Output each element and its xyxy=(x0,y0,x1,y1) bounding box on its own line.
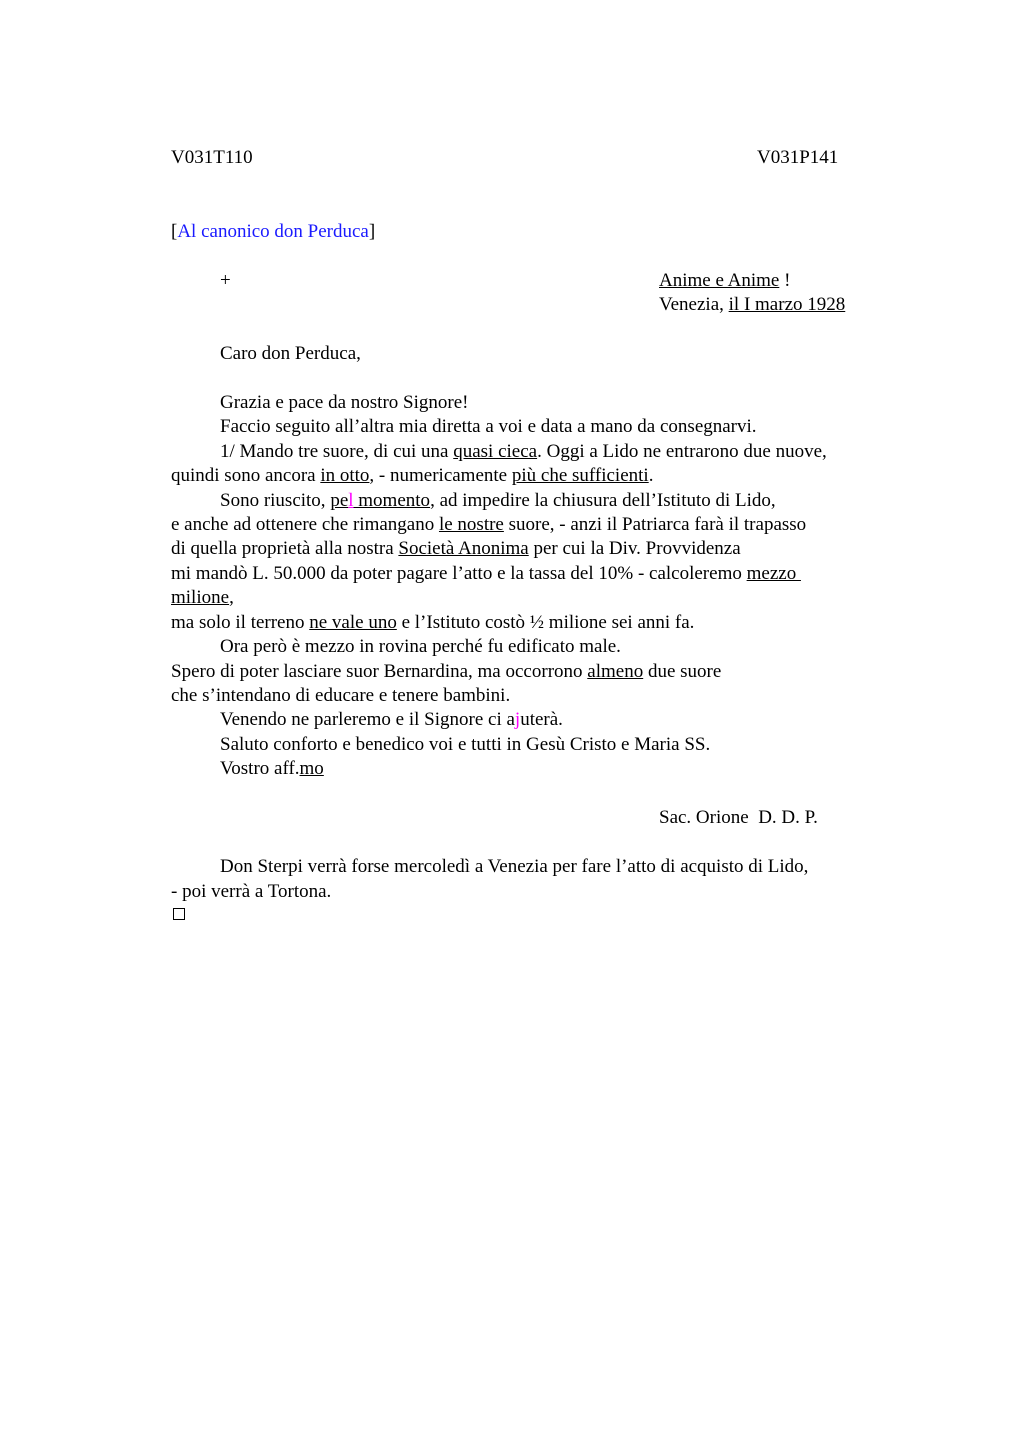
postscript-line-2: - poi verrà a Tortona. xyxy=(171,881,332,902)
body-line-3 xyxy=(220,440,827,464)
text-run: uterà. xyxy=(520,709,563,730)
body-line-13: che s’intendano di educare e tenere bambini. xyxy=(171,685,511,706)
bracket-close: ] xyxy=(368,221,376,242)
postscript-line-1: Don Sterpi verrà forse mercoledì a Venezia per fare l’atto di acquisto di Lido, xyxy=(220,856,809,877)
body-line-11: Ora però è mezzo in rovina perché fu edificato male. xyxy=(220,636,621,657)
underlined-run: milione xyxy=(171,587,230,608)
correction-run: l xyxy=(348,490,354,511)
text-run: quindi sono ancora xyxy=(171,465,321,486)
underlined-run: momento xyxy=(353,490,431,511)
body-line-2: Faccio seguito all’altra mia diretta a voi e data a mano da consegnarvi. xyxy=(220,416,757,437)
body-line-4 xyxy=(171,464,653,488)
underlined-run: mo xyxy=(299,758,324,779)
underlined-run: in otto xyxy=(320,465,370,486)
text-run: . Oggi a Lido ne entrarono due nuove, xyxy=(537,441,827,462)
body-line-7 xyxy=(171,537,741,561)
text-run: Vostro aff. xyxy=(220,758,300,779)
archive-code-right: V031P141 xyxy=(757,147,839,168)
body-line-10 xyxy=(171,611,694,635)
date-place: Venezia, xyxy=(659,294,729,315)
recipient-name: Al canonico don Perduca xyxy=(177,221,369,242)
correction-run: j xyxy=(514,709,521,730)
body-line-1: Grazia e pace da nostro Signore! xyxy=(220,392,469,413)
bracket-open: [ xyxy=(171,221,178,242)
text-run: , - numericamente xyxy=(369,465,512,486)
underlined-run: pe xyxy=(330,490,349,511)
body-line-14 xyxy=(220,708,563,732)
motto-tail: ! xyxy=(779,270,791,291)
body-line-9 xyxy=(171,586,234,610)
signature: Sac. Orione D. D. P. xyxy=(659,807,818,828)
text-run: di quella proprietà alla nostra xyxy=(171,538,399,559)
date-value: il I marzo 1928 xyxy=(728,294,846,315)
text-run: Venendo ne parleremo e il Signore ci a xyxy=(220,709,515,730)
underlined-run: almeno xyxy=(587,661,644,682)
text-run: ma solo il terreno xyxy=(171,612,310,633)
motto-text: Anime e Anime xyxy=(659,270,780,291)
text-run: Spero di poter lasciare suor Bernardina, ma occorrono xyxy=(171,661,588,682)
underlined-run: più che sufficienti xyxy=(511,465,649,486)
text-run: mi mandò L. 50.000 da poter pagare l’atto e la tassa del 10% - calcoleremo xyxy=(171,563,747,584)
text-run: due suore xyxy=(643,661,722,682)
underlined-run: mezzo xyxy=(746,563,801,584)
cross-mark: + xyxy=(220,270,231,291)
archive-code-left: V031T110 xyxy=(171,147,253,168)
text-run: e l’Istituto costò ½ milione sei anni fa. xyxy=(396,612,695,633)
underlined-run: Società Anonima xyxy=(398,538,529,559)
body-line-12 xyxy=(171,660,721,684)
salutation: Caro don Perduca, xyxy=(220,343,361,364)
text-run: per cui la Div. Provvidenza xyxy=(528,538,741,559)
body-line-15: Saluto conforto e benedico voi e tutti in Gesù Cristo e Maria SS. xyxy=(220,734,711,755)
text-run: . xyxy=(648,465,654,486)
end-marker-box xyxy=(173,908,185,920)
underlined-run: le nostre xyxy=(438,514,504,535)
body-line-5 xyxy=(220,489,776,513)
text-run: 1/ Mando tre suore, di cui una xyxy=(220,441,454,462)
body-line-6 xyxy=(171,513,806,537)
text-run: Sono riuscito, xyxy=(220,490,331,511)
recipient-heading xyxy=(171,220,375,244)
text-run: e anche ad ottenere che rimangano xyxy=(171,514,439,535)
underlined-run: ne vale uno xyxy=(309,612,397,633)
text-run: , xyxy=(229,587,234,608)
body-line-16 xyxy=(220,757,324,781)
body-line-8 xyxy=(171,562,801,586)
text-run: suore, - anzi il Patriarca farà il trapasso xyxy=(503,514,807,535)
text-run: , ad impedire la chiusura dell’Istituto di Lido, xyxy=(430,490,776,511)
underlined-run: quasi cieca xyxy=(453,441,538,462)
motto xyxy=(659,269,790,293)
letter-date xyxy=(659,293,845,317)
